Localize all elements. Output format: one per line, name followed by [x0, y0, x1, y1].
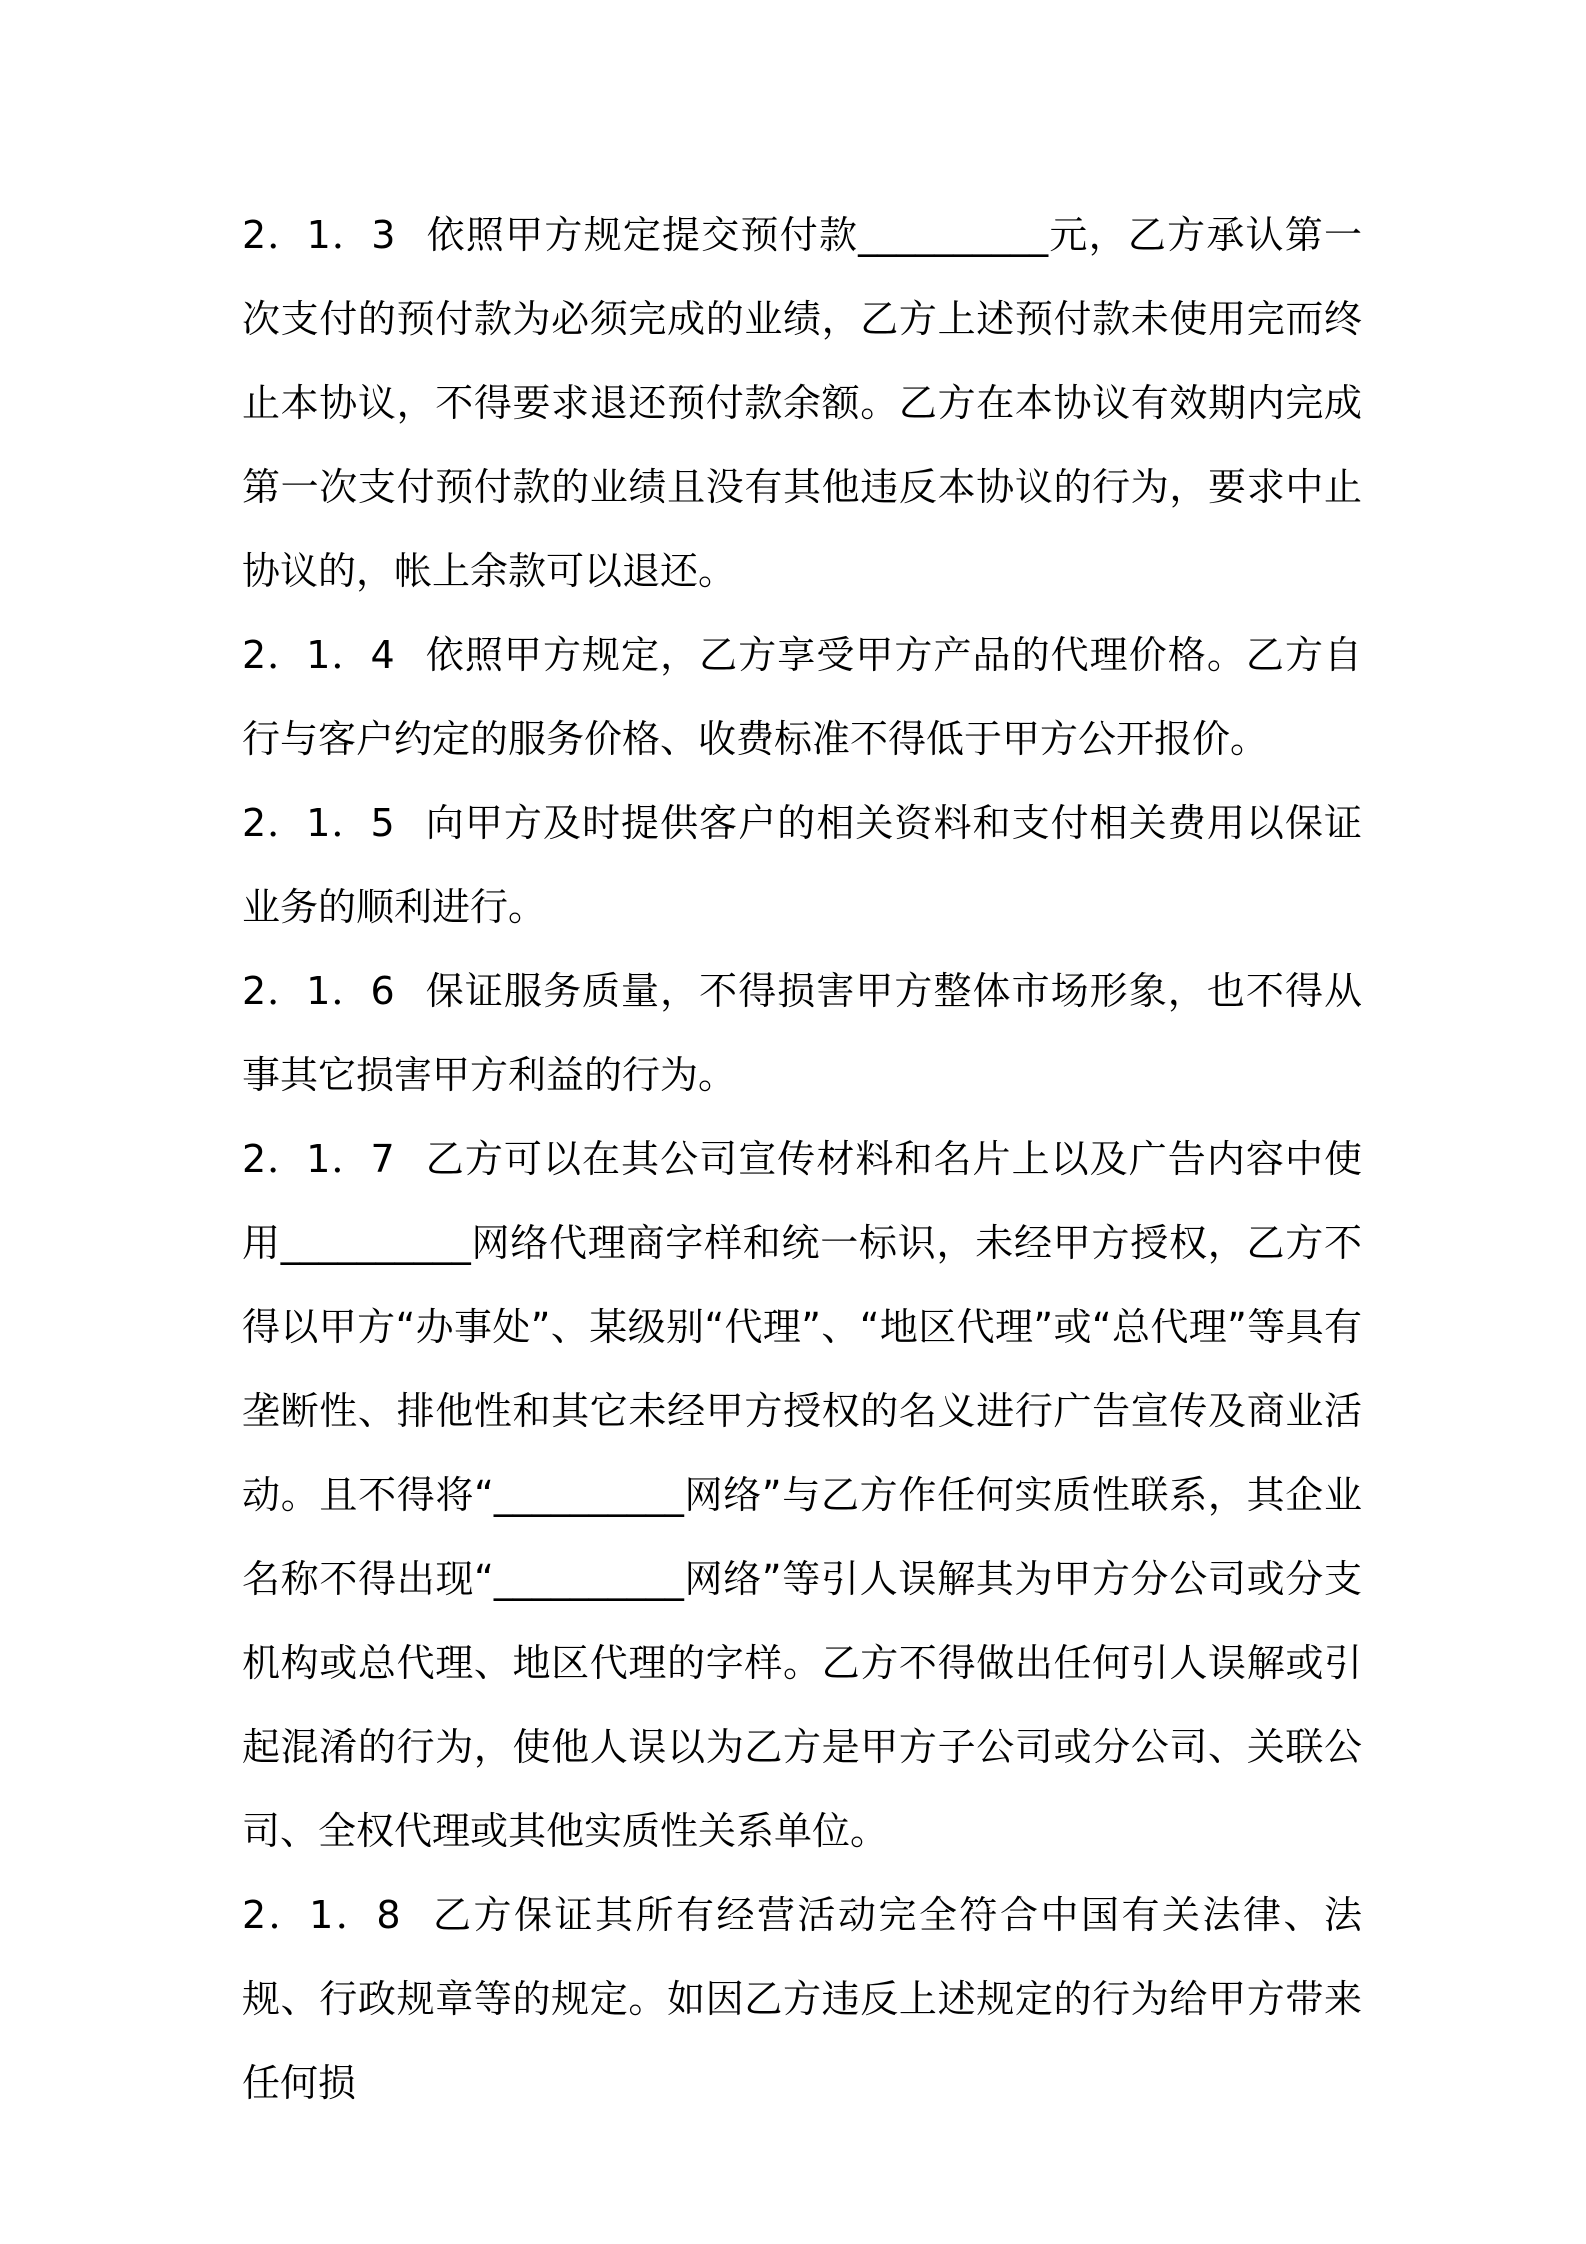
clause-text: 乙方可以在其公司宣传材料和名片上以及广告内容中使用__________网络代理商字样和统一标识，未经甲方授权，乙方不得以甲方“办事处”、某级别“代理”、“地区代理”或“总代理”等具有垄断性、排他性和其它未经甲方授权的名义进行广告宣传及商业活动。且不得将“__________网络”与乙方作任何实质性联系，其企业名称不得出现“__________网络”等引人误解其为甲方分公司或分支机构或总代理、地区代理的字样。乙方不得做出任何引人误解或引起混淆的行为，使他人误以为乙方是甲方子公司或分公司、关联公司、全权代理或其他实质性关系单位。 [242, 1137, 1362, 1853]
clause-number: 2．1．3 [242, 213, 396, 257]
clause-text: 乙方保证其所有经营活动完全符合中国有关法律、法规、行政规章等的规定。如因乙方违反上述规定的行为给甲方带来任何损 [242, 1893, 1362, 2105]
clause-text: 向甲方及时提供客户的相关资料和支付相关费用以保证业务的顺利进行。 [242, 801, 1362, 929]
clause-number: 2．1．4 [242, 633, 395, 677]
clause-2-1-4 [242, 613, 1362, 781]
clause-2-1-3 [242, 193, 1362, 613]
clause-2-1-5 [242, 781, 1362, 949]
clause-2-1-6 [242, 949, 1362, 1117]
clause-number: 2．1．6 [242, 969, 395, 1013]
document-body [242, 193, 1362, 2125]
clause-number: 2．1．5 [242, 801, 395, 845]
clause-2-1-8 [242, 1873, 1362, 2125]
clause-text: 依照甲方规定提交预付款__________元，乙方承认第一次支付的预付款为必须完成的业绩，乙方上述预付款未使用完而终止本协议，不得要求退还预付款余额。乙方在本协议有效期内完成第一次支付预付款的业绩且没有其他违反本协议的行为，要求中止协议的，帐上余款可以退还。 [242, 213, 1362, 593]
clause-text: 保证服务质量，不得损害甲方整体市场形象，也不得从事其它损害甲方利益的行为。 [242, 969, 1362, 1097]
clause-2-1-7 [242, 1117, 1362, 1873]
clause-text: 依照甲方规定，乙方享受甲方产品的代理价格。乙方自行与客户约定的服务价格、收费标准不得低于甲方公开报价。 [242, 633, 1362, 761]
clause-number: 2．1．8 [242, 1893, 401, 1937]
clause-number: 2．1．7 [242, 1137, 395, 1181]
